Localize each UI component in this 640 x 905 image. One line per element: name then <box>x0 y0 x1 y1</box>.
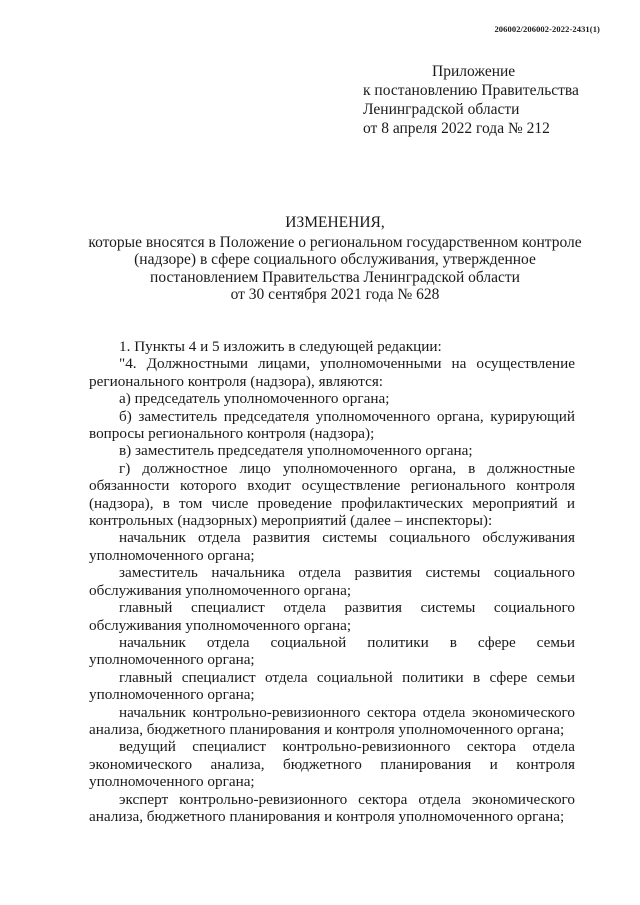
paragraph-7: начальник отдела развития системы социального обслуживания уполномоченного органа; <box>89 529 575 564</box>
paragraph-5: в) заместитель председателя уполномоченного органа; <box>119 442 473 460</box>
document-registration-code: 206002/206002-2022-2431(1) <box>494 24 600 34</box>
approval-line-1: Приложение <box>432 63 516 80</box>
title-line-4: от 30 сентября 2021 года № 628 <box>230 286 440 303</box>
paragraph-2: "4. Должностными лицами, уполномоченными на осуществление регионального контроля (надзора), являются: <box>89 355 575 390</box>
paragraph-14: эксперт контрольно-ревизионного сектора отдела экономического анализа, бюджетного планирования и контроля уполномоченного органа; <box>89 790 575 825</box>
paragraph-11: главный специалист отдела социальной политики в сфере семьи уполномоченного органа; <box>89 668 575 704</box>
title-line-2: (надзоре) в сфере социального обслуживания, утвержденное <box>134 251 536 268</box>
title-line-3: постановлением Правительства Ленинградской области <box>150 268 520 286</box>
paragraph-6: г) должностное лицо уполномоченного органа, в должностные обязанности которого входит осуществление регионального контроля (надзора), в том числе проведение профилактических мероприятий и контрольных (надзорных) мероприятий (далее – инспекторы): <box>89 459 575 530</box>
title-line-1: которые вносятся в Положение о региональном государственном контроле <box>88 233 582 251</box>
paragraph-8: заместитель начальника отдела развития системы социального обслуживания уполномоченного органа; <box>89 564 575 599</box>
document-title-block <box>60 214 610 304</box>
document-body <box>89 338 575 825</box>
paragraph-12: начальник контрольно-ревизионного сектора отдела экономического анализа, бюджетного планирования и контроля уполномоченного органа; <box>89 703 575 738</box>
document-title: ИЗМЕНЕНИЯ, <box>285 214 385 231</box>
paragraph-1: 1. Пункты 4 и 5 изложить в следующей редакции: <box>119 338 442 355</box>
paragraph-9: главный специалист отдела развития системы социального обслуживания уполномоченного органа; <box>89 599 575 634</box>
approval-line-4: от 8 апреля 2022 года № 212 <box>363 120 550 137</box>
approval-block <box>363 62 603 138</box>
approval-line-3: Ленинградской области <box>363 101 520 118</box>
paragraph-10: начальник отдела социальной политики в сфере семьи уполномоченного органа; <box>89 633 575 669</box>
approval-line-2: к постановлению Правительства <box>363 82 579 99</box>
paragraph-13: ведущий специалист контрольно-ревизионного сектора отдела экономического анализа, бюджетного планирования и контроля уполномоченного органа; <box>89 738 575 791</box>
paragraph-4: б) заместитель председателя уполномоченного органа, курирующий вопросы регионального контроля (надзора); <box>89 407 575 443</box>
paragraph-3: а) председатель уполномоченного органа; <box>119 390 390 408</box>
